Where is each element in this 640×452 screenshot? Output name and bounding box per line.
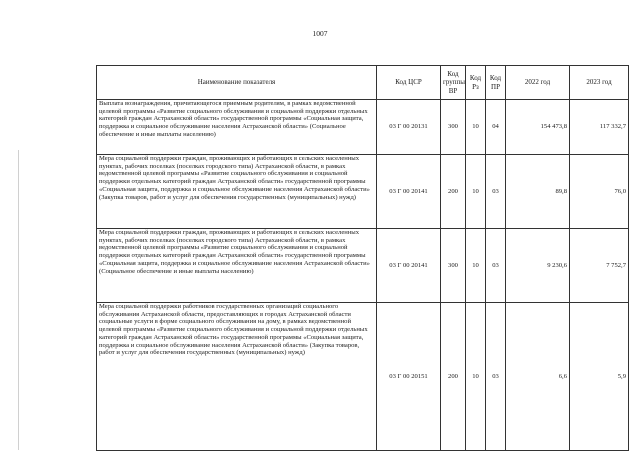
header-name: Наименование показателя — [97, 66, 377, 100]
row-name: Мера социальной поддержки граждан, проживающих и работающих в сельских населенных пунктах, рабочих поселках (поселках городского типа) Астраханской области, в рамках ведомственной целевой программы «Развитие социального обслуживания и социальной поддержки отдельных категорий граждан Астраханской области» государственной программы «Социальная защита, поддержка и социальное обслуживание населения Астраханской области» (Социальное обеспечение и иные выплаты населению) — [97, 229, 377, 303]
row-value-2022: 154 473,8 — [506, 100, 570, 155]
row-value-2022: 9 230,6 — [506, 229, 570, 303]
row-rz-code: 10 — [466, 229, 486, 303]
table-header-row — [97, 66, 629, 100]
row-pr-code: 03 — [486, 229, 506, 303]
row-rz-code: 10 — [466, 303, 486, 451]
row-vr-code: 200 — [441, 303, 466, 451]
table-row — [97, 100, 629, 155]
table-row — [97, 155, 629, 229]
header-rz-code: Код Рз — [466, 66, 486, 100]
header-year-2022: 2022 год — [506, 66, 570, 100]
binding-edge-mark — [18, 150, 19, 450]
row-vr-code: 300 — [441, 100, 466, 155]
table-row — [97, 303, 629, 451]
row-pr-code: 04 — [486, 100, 506, 155]
row-name: Выплата вознаграждения, причитающегося приемным родителям, в рамках ведомственной целевой программы «Развитие социального обслуживания и социальной поддержки отдельных категорий граждан Астраханской области» государственной программы «Социальная защита, поддержка и социальное обслуживание населения Астраханской области» (Социальное обеспечение и иные выплаты населению) — [97, 100, 377, 155]
row-name: Мера социальной поддержки работников государственных организаций социального обслуживания Астраханской области, предоставляющих в городах Астраханской области социальные услуги в форме социального обслуживания на дому, в рамках ведомственной целевой программы «Развитие социального обслуживания и социальной поддержки отдельных категорий граждан Астраханской области» государственной программы «Социальная защита, поддержка и социальное обслуживание населения Астраханской области» (Закупка товаров, работ и услуг для обеспечения государственных (муниципальных) нужд) — [97, 303, 377, 451]
row-csr-code: 03 Г 00 20131 — [377, 100, 441, 155]
row-rz-code: 10 — [466, 100, 486, 155]
header-vr-code: Код группы ВР — [441, 66, 466, 100]
row-value-2022: 89,8 — [506, 155, 570, 229]
row-csr-code: 03 Г 00 20151 — [377, 303, 441, 451]
row-name: Мера социальной поддержки граждан, проживающих и работающих в сельских населенных пунктах, рабочих поселках (поселках городского типа) Астраханской области, в рамках ведомственной целевой программы «Развитие социального обслуживания и социальной поддержки отдельных категорий граждан Астраханской области» государственной программы «Социальная защита, поддержка и социальное обслуживание населения Астраханской области» (Закупка товаров, работ и услуг для обеспечения государственных (муниципальных) нужд) — [97, 155, 377, 229]
page-number: 1007 — [312, 29, 328, 38]
row-csr-code: 03 Г 00 20141 — [377, 155, 441, 229]
row-value-2023: 7 752,7 — [570, 229, 629, 303]
row-value-2022: 6,6 — [506, 303, 570, 451]
row-pr-code: 03 — [486, 155, 506, 229]
row-vr-code: 200 — [441, 155, 466, 229]
header-year-2023: 2023 год — [570, 66, 629, 100]
row-vr-code: 300 — [441, 229, 466, 303]
budget-table — [96, 65, 629, 451]
row-value-2023: 5,9 — [570, 303, 629, 451]
header-csr-code: Код ЦСР — [377, 66, 441, 100]
row-value-2023: 117 332,7 — [570, 100, 629, 155]
row-csr-code: 03 Г 00 20141 — [377, 229, 441, 303]
table-row — [97, 229, 629, 303]
row-rz-code: 10 — [466, 155, 486, 229]
row-pr-code: 03 — [486, 303, 506, 451]
header-pr-code: Код ПР — [486, 66, 506, 100]
row-value-2023: 76,0 — [570, 155, 629, 229]
